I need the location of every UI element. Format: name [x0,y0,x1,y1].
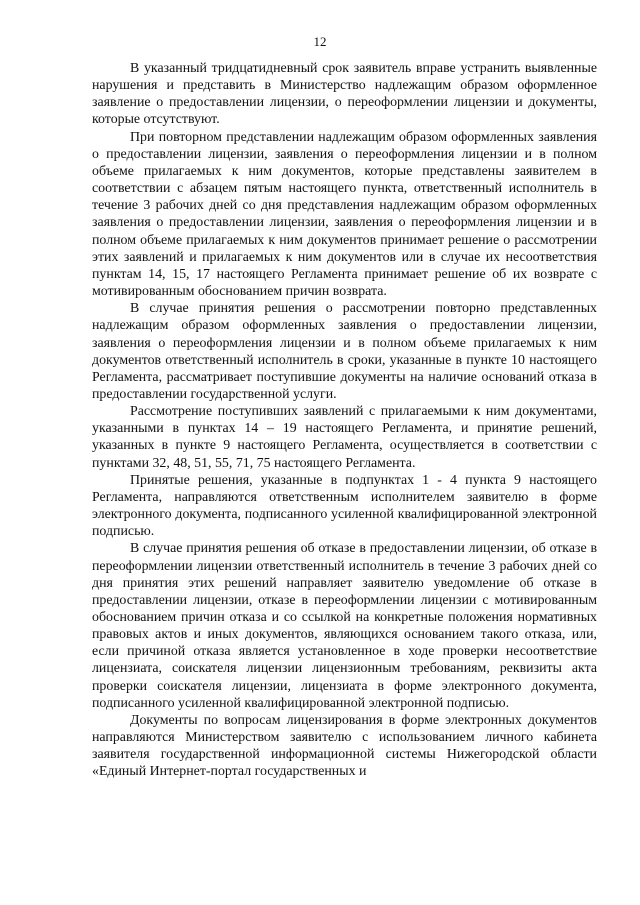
paragraph-1: В указанный тридцатидневный срок заявитель вправе устранить выявленные нарушения и представить в Министерство надлежащим образом оформленное заявление о предоставлении лицензии, о переоформлении лицензии и документы, которые отсутствуют. [92,61,597,128]
paragraph-5: Принятые решения, указанные в подпунктах 1 - 4 пункта 9 настоящего Регламента, направляются ответственным исполнителем заявителю в форме электронного документа, подписанного усиленной квалифицированной электронной подписью. [92,472,597,540]
paragraph-4: Рассмотрение поступивших заявлений с прилагаемыми к ним документами, указанными в пунктах 14 – 19 настоящего Регламента, и принятие решений, указанных в пункте 9 настоящего Регламента, осуществляется в соответствии с пунктами 32, 48, 51, 55, 71, 75 настоящего Регламента. [92,404,597,471]
body-text [92,60,597,781]
paragraph-2: При повторном представлении надлежащим образом оформленных заявления о предоставлении лицензии, заявления о переоформления лицензии и в полном объеме прилагаемых к ним документов, которые представлены заявителем в соответствии с абзацем пятым настоящего пункта, ответственный исполнитель в течение 3 рабочих дней со дня представления надлежащим образом оформленных заявления о предоставлении лицензии, заявления о переоформления лицензии и в полном объеме прилагаемых к ним документов принимает решение о рассмотрении этих заявлений и прилагаемых к ним документов или в случае их несоответствия пунктам 14, 15, 17 настоящего Регламента принимает решение об их возврате с мотивированным обоснованием причин возврата. [92,129,597,300]
paragraph-6: В случае принятия решения об отказе в предоставлении лицензии, об отказе в переоформлении лицензии ответственный исполнитель в течение 3 рабочих дней со дня принятия этих решений направляет заявителю уведомление об отказе в предоставлении лицензии, отказе в переоформлении лицензии с мотивированным обоснованием причин отказа и со ссылкой на конкретные положения нормативных правовых актов и иных документов, являющихся основанием такого отказа, или, если причиной отказа является установленное в ходе проверки несоответствие лицензиата, соискателя лицензии лицензионным требованиям, реквизиты акта проверки соискателя лицензии, лицензиата в форме электронного документа, подписанного усиленной квалифицированной электронной подписью. [92,541,597,711]
paragraph-7: Документы по вопросам лицензирования в форме электронных документов направляются Министерством заявителю с использованием личного кабинета заявителя государственной информационной системы Нижегородской области «Единый Интернет-портал государственных и [92,712,597,780]
paragraph-3: В случае принятия решения о рассмотрении повторно представленных надлежащим образом оформленных заявления о предоставлении лицензии, заявления о переоформления лицензии и в полном объеме прилагаемых к ним документов ответственный исполнитель в сроки, указанные в пункте 10 настоящего Регламента, рассматривает поступившие документы на наличие оснований отказа в предоставлении государственной услуги. [92,301,597,402]
page-number: 12 [313,34,327,49]
